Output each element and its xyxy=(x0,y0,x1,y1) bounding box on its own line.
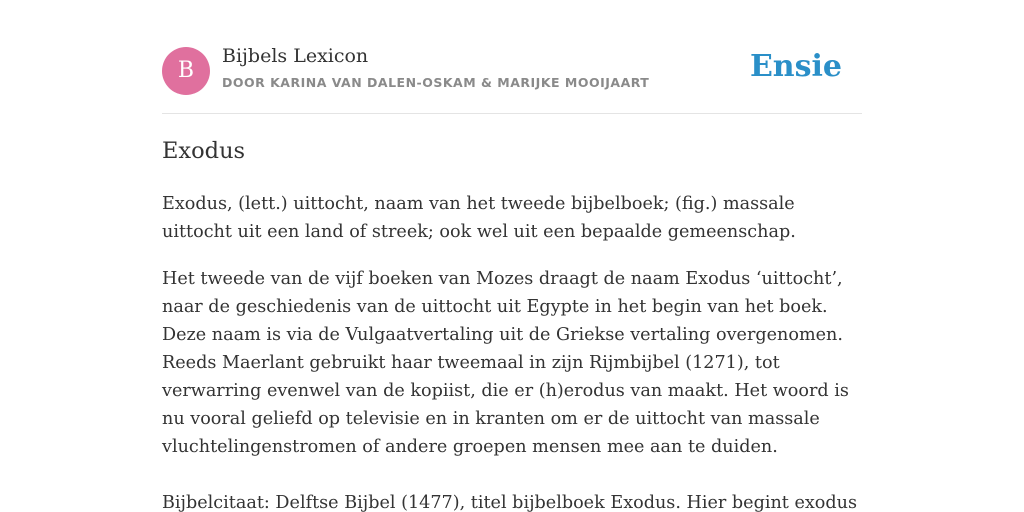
source-title-link[interactable]: Bijbels Lexicon xyxy=(222,45,369,67)
entry-paragraph: Exodus, (lett.) uittocht, naam van het tweede bijbelboek; (fig.) massale uittocht uit een land of streek; ook wel uit een bepaalde gemeenschap. xyxy=(162,194,796,242)
source-avatar[interactable]: B xyxy=(162,47,210,95)
content-column xyxy=(162,0,862,512)
entry-paragraph: Bijbelcitaat: Delftse Bijbel (1477), titel bijbelboek Exodus. Hier begint exodus xyxy=(162,493,858,512)
source-authors: DOOR KARINA VAN DALEN-OSKAM & MARIJKE MOOIJAART xyxy=(222,75,650,90)
ensie-logo-link[interactable]: Ensie xyxy=(749,49,842,84)
entry-title: Exodus xyxy=(162,138,246,164)
entry-paragraph: Het tweede van de vijf boeken van Mozes draagt de naam Exodus ‘uittocht’, naar de geschiedenis van de uittocht uit Egypte in het begin van het boek. Deze naam is via de Vulgaatvertaling uit de Griekse vertaling overgenomen. Reeds Maerlant gebruikt haar tweemaal in zijn Rijmbijbel (1271), tot verwarring evenwel van de kopiist, die er (h)erodus van maakt. Het woord is nu vooral geliefd op televisie en in kranten om er de uittocht van massale vluchtelingenstromen of andere groepen mensen mee aan te duiden. xyxy=(162,269,849,457)
source-header xyxy=(162,0,862,114)
